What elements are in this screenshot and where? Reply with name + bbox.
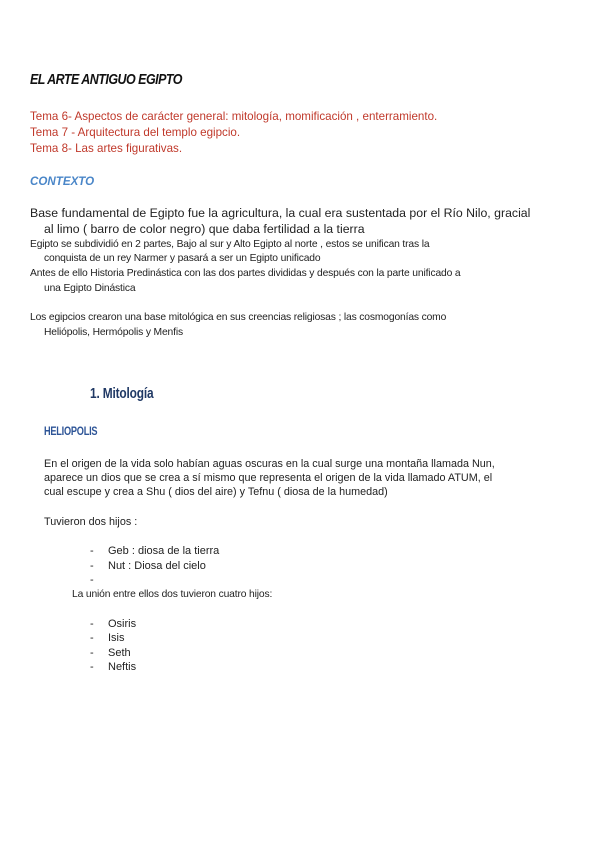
paragraph-line: una Egipto Dinástica <box>44 283 136 294</box>
section-heading-mitologia: 1. Mitología <box>90 386 154 402</box>
paragraph-line: Antes de ello Historia Predinástica con las dos partes divididas y después con la parte unificado a <box>30 268 461 279</box>
paragraph-line: al limo ( barro de color negro) que daba fertilidad a la tierra <box>44 222 365 236</box>
subheading-heliopolis: HELIOPOLIS <box>44 426 98 438</box>
list-item-text: Seth <box>108 647 131 659</box>
list-item-text: Geb : diosa de la tierra <box>108 545 220 557</box>
list-dash: - <box>90 560 94 572</box>
paragraph-line: En el origen de la vida solo habían aguas oscuras en la cual surge una montaña llamada Nun, <box>44 458 495 470</box>
list-item-text: Osiris <box>108 618 137 630</box>
tema-7: Tema 7 - Arquitectura del templo egipcio. <box>30 126 241 139</box>
tema-8: Tema 8- Las artes figurativas. <box>30 142 183 155</box>
paragraph-line: Los egipcios crearon una base mitológica en sus creencias religiosas ; las cosmogonías como <box>30 312 447 323</box>
list-item-text: Isis <box>108 632 125 644</box>
tema-6: Tema 6- Aspectos de carácter general: mitología, momificación , enterramiento. <box>30 110 438 123</box>
list-dash: - <box>90 632 94 644</box>
list-dash: - <box>90 545 94 557</box>
list-item-text: Neftis <box>108 661 137 673</box>
list-dash: - <box>90 618 94 630</box>
paragraph-line: Egipto se subdividió en 2 partes, Bajo al sur y Alto Egipto al norte , estos se unifican tras la <box>30 239 430 250</box>
list-dash: - <box>90 574 94 586</box>
paragraph-line: Base fundamental de Egipto fue la agricultura, la cual era sustentada por el Río Nilo, gracial <box>30 206 531 220</box>
union-text: La unión entre ellos dos tuvieron cuatro hijos: <box>72 589 273 600</box>
paragraph-line: conquista de un rey Narmer y pasará a ser un Egipto unificado <box>44 253 321 264</box>
paragraph-line: aparece un dios que se crea a sí mismo que representa el origen de la vida llamado ATUM, el <box>44 472 493 484</box>
list-dash: - <box>90 661 94 673</box>
document-title: EL ARTE ANTIGUO EGIPTO <box>30 72 182 88</box>
paragraph-line: cual escupe y crea a Shu ( dios del aire) y Tefnu ( diosa de la humedad) <box>44 486 388 498</box>
hijos-intro: Tuvieron dos hijos : <box>44 516 138 528</box>
paragraph-line: Heliópolis, Hermópolis y Menfis <box>44 327 183 338</box>
list-dash: - <box>90 647 94 659</box>
contexto-heading: CONTEXTO <box>30 175 95 188</box>
list-item-text: Nut : Diosa del cielo <box>108 560 206 572</box>
